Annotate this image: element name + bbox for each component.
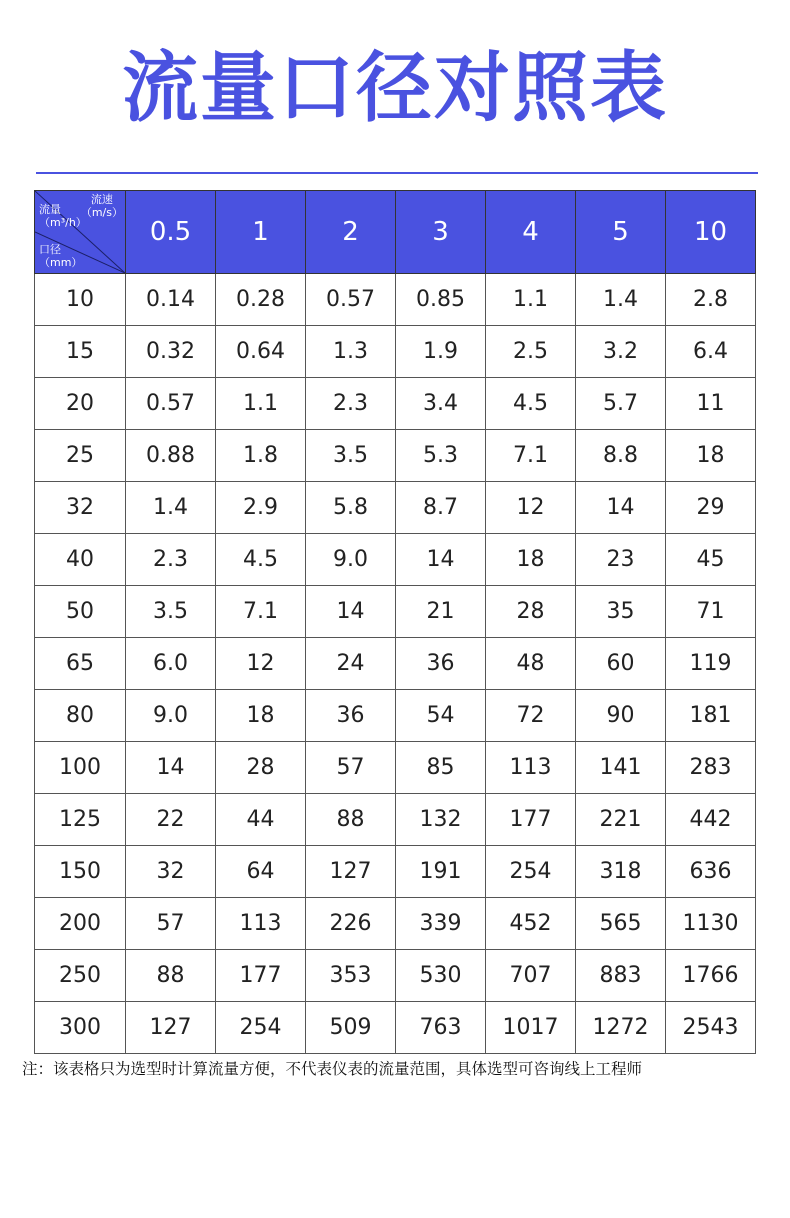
- flow-value-cell: 28: [216, 742, 306, 794]
- flow-value-cell: 14: [576, 482, 666, 534]
- flow-value-cell: 18: [216, 690, 306, 742]
- flow-value-cell: 2.9: [216, 482, 306, 534]
- flow-value-cell: 7.1: [216, 586, 306, 638]
- flow-value-cell: 9.0: [306, 534, 396, 586]
- flow-value-cell: 9.0: [126, 690, 216, 742]
- flow-value-cell: 7.1: [486, 430, 576, 482]
- flow-unit-text: （m³/h）: [39, 216, 87, 229]
- flow-value-cell: 18: [486, 534, 576, 586]
- diameter-cell: 100: [35, 742, 126, 794]
- flow-value-cell: 60: [576, 638, 666, 690]
- flow-value-cell: 318: [576, 846, 666, 898]
- flow-value-cell: 28: [486, 586, 576, 638]
- flow-value-cell: 57: [306, 742, 396, 794]
- velocity-header-cell: 3: [396, 191, 486, 274]
- flow-value-cell: 36: [396, 638, 486, 690]
- flow-value-cell: 5.3: [396, 430, 486, 482]
- table-header-row: [35, 191, 756, 274]
- diameter-cell: 15: [35, 326, 126, 378]
- flow-value-cell: 11: [666, 378, 756, 430]
- flow-label-text: 流量: [39, 203, 61, 216]
- flow-value-cell: 0.32: [126, 326, 216, 378]
- flow-value-cell: 90: [576, 690, 666, 742]
- table-row: [35, 846, 756, 898]
- table-row: [35, 534, 756, 586]
- flow-value-cell: 119: [666, 638, 756, 690]
- flow-value-cell: 48: [486, 638, 576, 690]
- flow-value-cell: 4.5: [486, 378, 576, 430]
- flow-value-cell: 442: [666, 794, 756, 846]
- diameter-cell: 65: [35, 638, 126, 690]
- diameter-cell: 125: [35, 794, 126, 846]
- flow-value-cell: 14: [396, 534, 486, 586]
- flow-value-cell: 132: [396, 794, 486, 846]
- diameter-cell: 20: [35, 378, 126, 430]
- flow-value-cell: 1766: [666, 950, 756, 1002]
- flow-value-cell: 44: [216, 794, 306, 846]
- flow-value-cell: 3.2: [576, 326, 666, 378]
- diameter-cell: 10: [35, 274, 126, 326]
- table-row: [35, 482, 756, 534]
- flow-value-cell: 141: [576, 742, 666, 794]
- flow-value-cell: 22: [126, 794, 216, 846]
- flow-value-cell: 0.88: [126, 430, 216, 482]
- flow-value-cell: 127: [306, 846, 396, 898]
- flow-value-cell: 353: [306, 950, 396, 1002]
- flow-value-cell: 0.57: [126, 378, 216, 430]
- flow-value-cell: 21: [396, 586, 486, 638]
- flow-value-cell: 2543: [666, 1002, 756, 1054]
- flow-value-cell: 35: [576, 586, 666, 638]
- flow-value-cell: 71: [666, 586, 756, 638]
- velocity-header-cell: 10: [666, 191, 756, 274]
- flow-value-cell: 191: [396, 846, 486, 898]
- table-row: [35, 1002, 756, 1054]
- flow-value-cell: 3.5: [306, 430, 396, 482]
- flow-value-cell: 1.1: [486, 274, 576, 326]
- flow-value-cell: 2.5: [486, 326, 576, 378]
- table-row: [35, 586, 756, 638]
- flow-value-cell: 1130: [666, 898, 756, 950]
- flow-value-cell: 1.8: [216, 430, 306, 482]
- diameter-cell: 250: [35, 950, 126, 1002]
- diameter-unit-text: （mm）: [39, 256, 83, 269]
- flow-value-cell: 1.9: [396, 326, 486, 378]
- flow-value-cell: 64: [216, 846, 306, 898]
- corner-flow-label: [39, 203, 87, 229]
- flow-value-cell: 1.3: [306, 326, 396, 378]
- flow-value-cell: 2.3: [306, 378, 396, 430]
- flow-value-cell: 1017: [486, 1002, 576, 1054]
- corner-diameter-label: [39, 243, 82, 269]
- flow-value-cell: 452: [486, 898, 576, 950]
- flow-value-cell: 254: [216, 1002, 306, 1054]
- flow-value-cell: 636: [666, 846, 756, 898]
- diameter-cell: 25: [35, 430, 126, 482]
- flow-value-cell: 0.64: [216, 326, 306, 378]
- flow-value-cell: 1272: [576, 1002, 666, 1054]
- diameter-cell: 32: [35, 482, 126, 534]
- flow-value-cell: 14: [126, 742, 216, 794]
- velocity-header-cell: 4: [486, 191, 576, 274]
- flow-value-cell: 3.4: [396, 378, 486, 430]
- flow-value-cell: 565: [576, 898, 666, 950]
- table-row: [35, 742, 756, 794]
- flow-value-cell: 0.14: [126, 274, 216, 326]
- diameter-cell: 300: [35, 1002, 126, 1054]
- page-title: 流量口径对照表: [122, 43, 668, 132]
- flow-value-cell: 6.0: [126, 638, 216, 690]
- flow-value-cell: 1.4: [126, 482, 216, 534]
- diameter-cell: 80: [35, 690, 126, 742]
- flow-value-cell: 763: [396, 1002, 486, 1054]
- flow-value-cell: 3.5: [126, 586, 216, 638]
- flow-value-cell: 181: [666, 690, 756, 742]
- flow-value-cell: 0.57: [306, 274, 396, 326]
- flow-value-cell: 177: [216, 950, 306, 1002]
- flow-value-cell: 226: [306, 898, 396, 950]
- diameter-cell: 50: [35, 586, 126, 638]
- flow-value-cell: 127: [126, 1002, 216, 1054]
- table-row: [35, 950, 756, 1002]
- flow-value-cell: 5.8: [306, 482, 396, 534]
- velocity-header-cell: 2: [306, 191, 396, 274]
- flow-value-cell: 24: [306, 638, 396, 690]
- flow-value-cell: 883: [576, 950, 666, 1002]
- table-row: [35, 690, 756, 742]
- corner-header-cell: [35, 191, 126, 274]
- velocity-header-cell: 1: [216, 191, 306, 274]
- diameter-cell: 200: [35, 898, 126, 950]
- diameter-label-text: 口径: [39, 243, 61, 256]
- flow-value-cell: 2.3: [126, 534, 216, 586]
- flow-value-cell: 54: [396, 690, 486, 742]
- flow-value-cell: 5.7: [576, 378, 666, 430]
- flow-value-cell: 2.8: [666, 274, 756, 326]
- flow-value-cell: 113: [486, 742, 576, 794]
- table-row: [35, 326, 756, 378]
- table-row: [35, 378, 756, 430]
- flow-value-cell: 36: [306, 690, 396, 742]
- speed-unit-text: （m/s）: [80, 206, 123, 219]
- flow-value-cell: 1.1: [216, 378, 306, 430]
- flow-value-cell: 6.4: [666, 326, 756, 378]
- flow-value-cell: 85: [396, 742, 486, 794]
- flow-value-cell: 254: [486, 846, 576, 898]
- table-row: [35, 430, 756, 482]
- velocity-header-cell: 5: [576, 191, 666, 274]
- table-row: [35, 638, 756, 690]
- flow-value-cell: 283: [666, 742, 756, 794]
- table-row: [35, 794, 756, 846]
- flow-value-cell: 1.4: [576, 274, 666, 326]
- flow-value-cell: 4.5: [216, 534, 306, 586]
- flow-value-cell: 57: [126, 898, 216, 950]
- flow-value-cell: 8.7: [396, 482, 486, 534]
- flow-value-cell: 707: [486, 950, 576, 1002]
- flow-value-cell: 113: [216, 898, 306, 950]
- flow-value-cell: 0.28: [216, 274, 306, 326]
- table-row: [35, 274, 756, 326]
- flow-value-cell: 45: [666, 534, 756, 586]
- title-divider: [36, 172, 758, 174]
- flow-value-cell: 177: [486, 794, 576, 846]
- flow-value-cell: 88: [126, 950, 216, 1002]
- flow-value-cell: 12: [216, 638, 306, 690]
- flow-value-cell: 0.85: [396, 274, 486, 326]
- flow-value-cell: 72: [486, 690, 576, 742]
- speed-label-text: 流速: [90, 193, 113, 206]
- flow-value-cell: 221: [576, 794, 666, 846]
- table-body: [35, 274, 756, 1054]
- flow-value-cell: 8.8: [576, 430, 666, 482]
- flow-value-cell: 530: [396, 950, 486, 1002]
- flow-diameter-table: [34, 190, 756, 1054]
- flow-value-cell: 32: [126, 846, 216, 898]
- corner-speed-label: [81, 193, 123, 219]
- table-row: [35, 898, 756, 950]
- flow-value-cell: 23: [576, 534, 666, 586]
- flow-value-cell: 509: [306, 1002, 396, 1054]
- flow-value-cell: 18: [666, 430, 756, 482]
- footnote: 注：该表格只为选型时计算流量方便，不代表仪表的流量范围，具体选型可咨询线上工程师: [22, 1060, 643, 1078]
- diameter-cell: 40: [35, 534, 126, 586]
- flow-value-cell: 14: [306, 586, 396, 638]
- velocity-header-cell: 0.5: [126, 191, 216, 274]
- flow-value-cell: 88: [306, 794, 396, 846]
- flow-value-cell: 339: [396, 898, 486, 950]
- flow-value-cell: 29: [666, 482, 756, 534]
- diameter-cell: 150: [35, 846, 126, 898]
- flow-value-cell: 12: [486, 482, 576, 534]
